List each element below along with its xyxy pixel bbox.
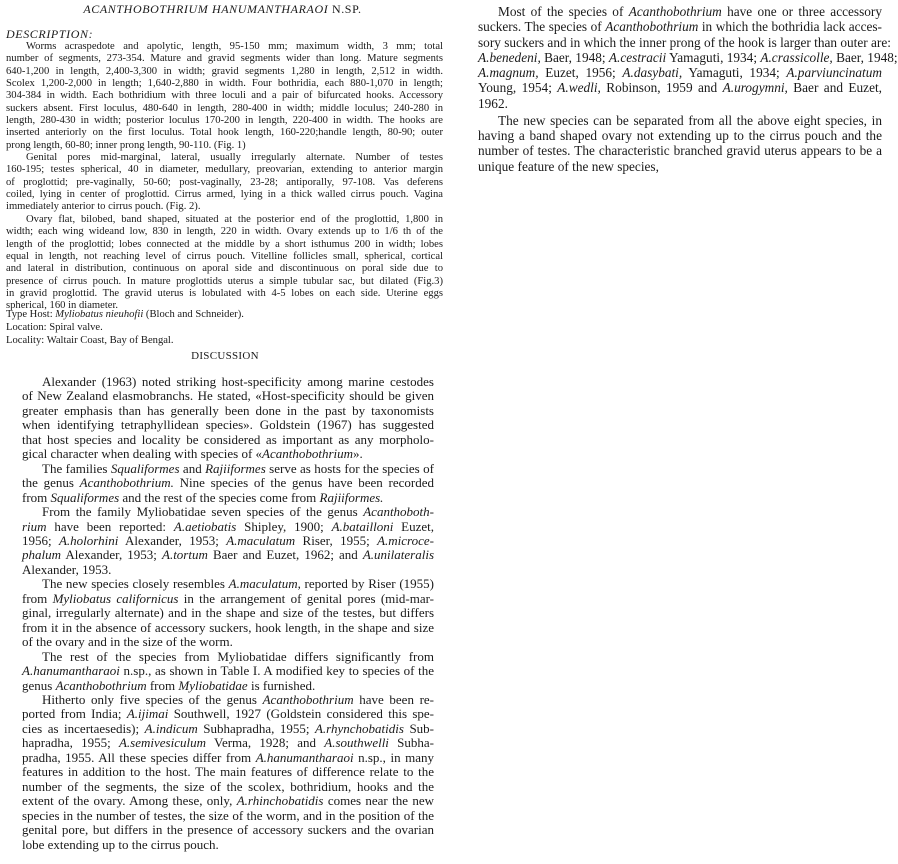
discussion-heading: DISCUSSION — [191, 350, 259, 362]
text-run: number of the segments, the size of the scolex, bothridium, hooks and the — [22, 778, 434, 794]
text-run: Riser, 1955; — [295, 532, 378, 548]
paragraph — [478, 4, 898, 111]
italic-term: A.indicum — [144, 720, 198, 736]
text-run: 160-195; testes spherical, 40 in diameter, medullary, preovarian, extending to anterior margin — [6, 164, 443, 176]
text-line — [478, 49, 898, 65]
italic-term: A.microce- — [377, 532, 434, 548]
text-run: inserted anteriorly on the first loculus. Total hook length, 160-220;handle length, 80-90; outer — [6, 127, 443, 139]
text-line — [22, 505, 434, 519]
italic-term: A.southwelli — [324, 735, 389, 751]
italic-term: A.hanumantharaoi — [255, 749, 354, 765]
text-line — [6, 53, 443, 65]
text-run: Alexander (1963) noted striking host-specificity among marine cestodes — [42, 374, 434, 389]
host-line — [6, 334, 244, 347]
text-line — [478, 65, 882, 80]
text-run: from it in the absence of accessory suckers, hook length, in the shape and size — [22, 619, 434, 635]
text-run: Location: Spiral valve. — [6, 322, 103, 333]
italic-term: A.batailloni — [331, 518, 394, 534]
text-run: number of testes. The characteristic branched gravid uterus appears to be a — [478, 143, 882, 159]
italic-term: Rajiiformes. — [319, 489, 384, 505]
text-run: length of the proglottid; lobes connected at the middle by a short isthumus 200 in width; lobes — [6, 238, 443, 250]
paragraph — [6, 152, 443, 214]
italic-term: A.wedli, — [557, 80, 601, 96]
text-run: Baer, 1948; — [540, 49, 609, 65]
text-run: greater emphasis than has generally been done in the past by taxonomists — [22, 402, 434, 418]
text-line — [22, 664, 434, 678]
italic-term: Myliobatus nieuhofii — [55, 309, 144, 320]
text-line — [22, 447, 434, 461]
text-line — [6, 152, 443, 164]
text-run: From the family Myliobatidae seven species of the genus — [42, 504, 364, 520]
text-run: Type Host: — [6, 309, 56, 320]
text-run: species in the number of testes, the size of the worm, and in the position of the — [22, 807, 434, 823]
text-line — [6, 263, 443, 275]
text-run: from — [22, 590, 53, 606]
italic-term: A.urogymni, — [722, 80, 788, 96]
text-run: ported from India; — [22, 706, 127, 722]
text-line — [478, 128, 882, 143]
text-run: features in addition to the host. The main features of difference relate to the — [22, 764, 434, 780]
italic-term: Squaliformes — [110, 460, 180, 476]
text-run: Subha- — [388, 735, 434, 751]
italic-term: A.benedeni, — [478, 49, 541, 65]
text-run: n.sp., in many — [353, 749, 434, 765]
text-line — [6, 164, 443, 176]
text-line — [22, 606, 434, 620]
italic-term: Acanthoboth- — [363, 504, 434, 520]
text-run: cies as incertaesedis); — [22, 720, 145, 736]
text-run: length, 280-430 in width; posterior loculus 170-200 in length, 220-400 in width. The hooks are — [6, 115, 443, 127]
text-run: prong length, 60-80; inner prong length, 90-110. (Fig. 1) — [6, 139, 246, 151]
italic-term: Acanthobothrium. — [79, 475, 174, 491]
paragraph — [22, 462, 434, 505]
text-run: Ovary flat, bilobed, band shaped, situated at the posterior end of the proglottid, 1,800 in — [26, 213, 443, 225]
text-line — [22, 548, 434, 562]
text-line — [478, 96, 882, 111]
text-run: immediately anterior to cirrus pouch. (Fig. 2). — [6, 201, 201, 213]
italic-term: Acanthobothrium — [605, 19, 699, 35]
text-line — [6, 90, 443, 102]
text-run: equal in length, not reaching level of cirrus pouch. Vitelline follicles small, spherical, cortical — [6, 250, 443, 262]
text-run: serve as hosts for the species of — [265, 460, 434, 476]
text-run: in gravid proglottid. The gravid uterus is lobulated with 4-5 lobes on each side. Uterine eggs — [6, 287, 443, 299]
text-line — [22, 693, 434, 707]
text-run: The new species can be separated from all the above eight species, in — [498, 112, 882, 128]
text-line — [22, 621, 434, 635]
species-title — [0, 2, 445, 17]
text-run: have one or three accessory — [721, 4, 882, 19]
text-run: Euzet, — [393, 518, 434, 534]
italic-term: Squaliformes — [50, 489, 120, 505]
italic-term: Acanthobothrium — [262, 691, 354, 707]
text-run: and the rest of the species come from — [119, 489, 320, 505]
text-line — [22, 722, 434, 736]
italic-term: A.semivesiculum — [118, 735, 206, 751]
text-line — [6, 41, 443, 53]
italic-term: Rajiiformes — [205, 460, 266, 476]
text-run: have been re- — [353, 691, 434, 707]
text-run: Alexander, 1953; — [61, 547, 162, 563]
text-line — [22, 418, 434, 432]
description-text — [6, 41, 443, 313]
text-run: reported by Riser (1955) — [300, 576, 434, 592]
text-run: is furnished. — [247, 677, 316, 693]
text-run: in which the bothridia lack acces- — [698, 19, 882, 35]
text-line — [22, 635, 434, 649]
paragraph — [22, 505, 434, 577]
text-line — [22, 736, 434, 750]
text-line — [22, 823, 434, 837]
text-line — [22, 780, 434, 794]
text-run: from — [146, 677, 179, 693]
paragraph — [6, 214, 443, 313]
italic-term: Myliobatidae — [178, 677, 248, 693]
text-run: Yamaguti, 1934; — [666, 49, 761, 65]
text-run: Worms acraspedote and apolytic, length, 95-150 mm; maximum width, 3 mm; total — [26, 41, 443, 52]
text-line — [6, 288, 443, 300]
italic-term: A.unilateralis — [362, 547, 434, 563]
text-line — [478, 4, 882, 19]
italic-term: A.maculatum, — [228, 576, 301, 592]
text-run: pradha, 1955. All these species differ from — [22, 749, 256, 765]
text-run: Sub- — [403, 720, 435, 736]
text-run: having a band shaped ovary not extending up to the cirrus pouch and the — [478, 128, 882, 143]
text-run: The new species closely resembles — [42, 576, 229, 592]
species-suffix: N.SP. — [328, 2, 362, 16]
text-line — [22, 476, 434, 490]
text-run: in the arrangement of genital pores (mid-mar- — [178, 590, 434, 606]
text-line — [6, 103, 443, 115]
italic-term: rium — [22, 518, 47, 534]
text-run: Genital pores mid-marginal, lateral, usually irregularly alternate. Number of testes — [26, 152, 443, 164]
text-run: when identifying tetraphyllidean species». Goldstein (1967) has suggested — [22, 417, 434, 433]
paragraph — [22, 650, 434, 693]
text-run: Subhapradha, 1955; — [197, 720, 315, 736]
text-run: width; each wing wideand low, 830 in length, 220 in width. Ovary extends up to 1/6 th of the — [6, 226, 443, 238]
text-line — [6, 78, 443, 90]
text-run: 304-384 in width. Each bothridium with three loculi and a pair of bifurcated hooks. Accessory — [6, 90, 443, 102]
text-run: Shipley, 1900; — [236, 518, 332, 534]
text-line — [478, 113, 882, 128]
text-line — [22, 809, 434, 823]
text-line — [6, 177, 443, 189]
text-run: extent of the ovary. Among these, only, — [22, 793, 237, 809]
italic-term: A.parviuncinatum — [786, 65, 882, 80]
text-run: The rest of the species from Myliobatidae differs significantly from — [42, 648, 434, 664]
text-line — [22, 794, 434, 808]
text-line — [22, 838, 434, 852]
text-run: Yamaguti, 1934; — [682, 65, 787, 80]
text-line — [478, 143, 882, 158]
text-run: of New Zealand elasmobranchs. He stated, «Host-specificity should be given — [22, 388, 434, 404]
italic-term: A.aetiobatis — [173, 518, 237, 534]
text-line — [22, 404, 434, 418]
text-line — [22, 650, 434, 664]
text-line — [22, 751, 434, 765]
text-run: sory suckers and in which the inner prong of the hook is larger than outer are: — [478, 34, 891, 50]
text-run: ». — [353, 446, 363, 462]
italic-term: A.maculatum — [226, 532, 296, 548]
text-line — [22, 491, 434, 505]
italic-term: A.magnum, — [478, 65, 539, 80]
text-line — [22, 592, 434, 606]
text-run: and — [179, 460, 206, 476]
text-run: Scolex 1,200-2,000 in length; 1,640-2,880 in width. Four bothridia, each 880-1,070 in length; — [6, 78, 443, 90]
paragraph — [478, 113, 882, 174]
text-line — [22, 462, 434, 476]
text-run: Euzet, 1956; — [538, 65, 623, 80]
text-run: Alexander, 1953. — [22, 561, 112, 577]
italic-term: Acanthobothrium — [628, 4, 722, 19]
text-run: Verma, 1928; and — [206, 735, 325, 751]
text-line — [478, 80, 882, 95]
text-run: Most of the species of — [498, 4, 629, 19]
host-line — [6, 308, 244, 321]
text-run: Baer and Euzet, 1962; and — [207, 547, 363, 563]
text-run: the genus — [22, 475, 80, 491]
text-run: Young, 1954; — [478, 80, 558, 96]
text-run: ginal, irregularly alternate) and in the shape and size of the testes, but differs — [22, 605, 434, 621]
text-run: Locality: Waltair Coast, Bay of Bengal. — [6, 335, 174, 346]
text-line — [478, 34, 891, 50]
paragraph — [6, 41, 443, 152]
text-run: have been reported: — [46, 518, 174, 534]
text-run: unique feature of the new species, — [478, 158, 659, 174]
text-line — [6, 226, 443, 238]
text-run: The families — [42, 460, 111, 476]
italic-term: A.rhynchobatidis — [314, 720, 404, 736]
text-run: and lateral in distribution, continuous on aporal side and discontinuous on poral side due to — [6, 263, 443, 275]
italic-term: A.ijimai — [126, 706, 169, 722]
text-line — [6, 276, 443, 288]
text-line — [22, 765, 434, 779]
text-run: coiled, lying in center of proglottid. Cirrus armed, lying in a thick walled cirrus pouch. Vagina — [6, 189, 443, 201]
text-line — [22, 389, 434, 403]
text-run: Hitherto only five species of the genus — [42, 691, 263, 707]
text-line — [22, 563, 434, 577]
text-run: of proglottid; pre-vaginally, 50-60; post-vaginally, 23-28; antiporally, 97-108. Vas deferens — [6, 176, 443, 188]
text-run: suckers. The species of — [478, 19, 606, 35]
text-run: 640-1,200 in length, 2,400-3,300 in width; gravid segments 1,280 in length, 2,512 in width. — [6, 65, 443, 77]
text-line — [22, 679, 434, 693]
italic-term: A.tortum — [162, 547, 208, 563]
italic-term: A.hanumantharaoi — [22, 663, 120, 679]
text-run: number of segments, 273-354. Mature and gravid segments wider than long. Mature segments — [6, 53, 443, 65]
text-line — [22, 707, 434, 721]
text-line — [22, 534, 434, 548]
text-line — [6, 127, 443, 139]
italic-term: A.rhinchobatidis — [236, 793, 324, 809]
text-line — [6, 115, 443, 127]
host-line — [6, 321, 244, 334]
text-line — [6, 189, 443, 201]
text-run: 1956; — [22, 532, 59, 548]
text-run: Nine species of the genus have been recorded — [173, 475, 434, 491]
text-run: Alexander, 1953; — [118, 532, 227, 548]
text-line — [22, 433, 434, 447]
text-run: Robinson, 1959 and — [600, 80, 723, 96]
text-run: lobe extending up to the cirrus pouch. — [22, 836, 219, 852]
text-run: that host species and locality be considered as important as any morpholo- — [22, 431, 434, 447]
text-line — [478, 159, 882, 174]
italic-term: Acanthobothrium — [262, 446, 354, 462]
italic-term: A.crassicolle, — [760, 49, 833, 65]
italic-term: A.dasybati, — [622, 65, 683, 80]
text-line — [6, 201, 443, 213]
text-run: (Bloch and Schneider). — [143, 309, 244, 320]
text-run: Baer, 1948; — [832, 49, 898, 65]
text-run: suckers absent. First loculus, 480-640 in length, 280-400 in width; middle loculus; 240-280 in — [6, 102, 443, 114]
text-run: comes near the new — [323, 793, 434, 809]
text-run: Baer and Euzet, — [787, 80, 882, 96]
text-line — [22, 577, 434, 591]
paragraph — [22, 693, 434, 852]
description-heading: DESCRIPTION: — [6, 27, 94, 41]
discussion-text — [22, 375, 434, 852]
species-name: ACANTHOBOTHRIUM HANUMANTHARAOI — [83, 2, 329, 16]
text-run: 1962. — [478, 95, 508, 111]
host-info — [6, 308, 244, 347]
paragraph — [22, 577, 434, 649]
paragraph — [22, 375, 434, 462]
italic-term: A.holorhini — [58, 532, 119, 548]
text-run: presence of cirrus pouch. In mature proglottids uterus a simple tubular sac, but dilated (Fig.3) — [6, 275, 443, 287]
text-run: Southwell, 1927 (Goldstein considered this spe- — [168, 706, 434, 722]
text-line — [22, 375, 434, 389]
italic-term: A.cestracii — [608, 49, 667, 65]
text-line — [478, 19, 882, 34]
text-run: genital pore, but differs in the presence of accessory suckers and the ovarian — [22, 822, 434, 838]
italic-term: Acanthobothrium — [55, 677, 147, 693]
text-run: genus — [22, 677, 56, 693]
text-line — [6, 239, 443, 251]
text-line — [6, 251, 443, 263]
text-line — [6, 140, 443, 152]
text-line — [6, 214, 443, 226]
text-line — [6, 66, 443, 78]
italic-term: Myliobatus californicus — [52, 590, 179, 606]
text-run: from — [22, 489, 51, 505]
italic-term: phalum — [22, 547, 61, 563]
text-line — [22, 520, 434, 534]
text-run: hapradha, 1955; — [22, 735, 119, 751]
text-run: n.sp., as shown in Table I. A modified key to species of the — [119, 663, 434, 679]
text-run: of the ovary and in the size of the worm. — [22, 634, 233, 650]
text-run: gical character when dealing with species of « — [22, 446, 263, 462]
right-column-text — [478, 4, 898, 174]
text-run: spherical, 160 in diameter. — [6, 300, 119, 312]
